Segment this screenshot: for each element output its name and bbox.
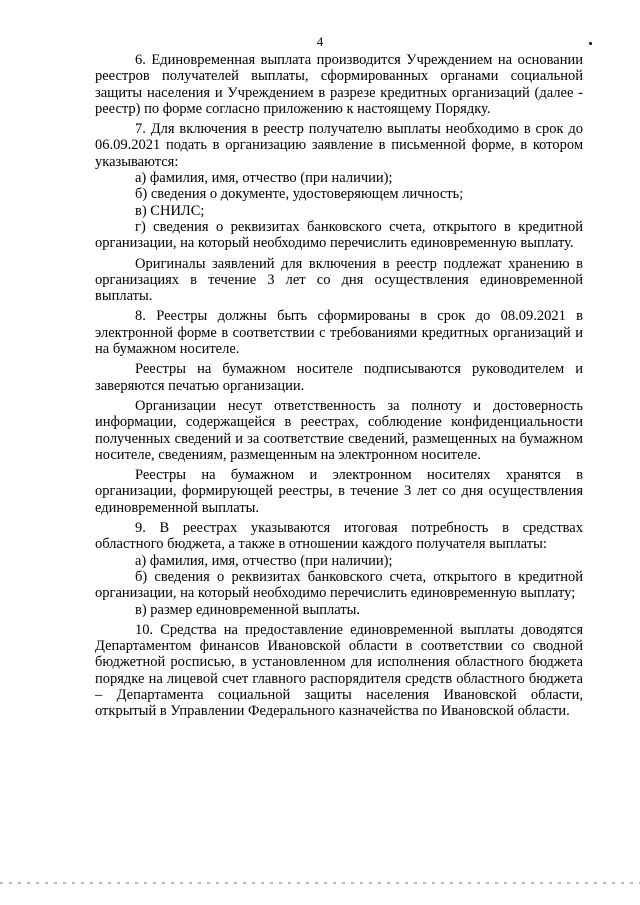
list-item-7a: а) фамилия, имя, отчество (при наличии); <box>135 170 393 187</box>
paragraph-10: 10. Средства на предоставление единовременной выплаты доводятся Департаментом финансов Ивановской области в соответствии со сводной бюджетной росписью, в установленном для исполнения областного бюджета порядке на лицевой счет главного распорядителя средств областного бюджета – Департамента социальной защиты населения Ивановской области, открытый в Управлении Федерального казначейства по Ивановской области. <box>95 621 583 720</box>
document-body <box>95 52 583 720</box>
paragraph-responsibility: Организации несут ответственность за полноту и достоверность информации, содержащейся в реестрах, соблюдение конфиденциальности полученных сведений и за соответствие сведений, размещенных на бумажном носителе, сведениям, размещенным на электронном носителе. <box>95 397 583 463</box>
list-item-7b: б) сведения о документе, удостоверяющем личность; <box>135 186 464 203</box>
list-item-7d: г) сведения о реквизитах банковского счета, открытого в кредитной организации, на который необходимо перечислить единовременную выплату. <box>95 218 583 252</box>
list-item-9c: в) размер единовременной выплаты. <box>135 601 361 618</box>
paragraph-storage: Реестры на бумажном и электронном носителях хранятся в организации, формирующей реестры, в течение 3 лет со дня осуществления единовременной выплаты. <box>95 467 583 516</box>
list-item-7c: в) СНИЛС; <box>135 202 205 219</box>
paragraph-9: 9. В реестрах указываются итоговая потребность в средствах областного бюджета, а также в отношении каждого получателя выплаты: <box>95 520 583 553</box>
paragraph-7: 7. Для включения в реестр получателю выплаты необходимо в срок до 06.09.2021 подать в организацию заявление в письменной форме, в котором указываются: <box>95 121 583 170</box>
paragraph-8: 8. Реестры должны быть сформированы в срок до 08.09.2021 в электронной форме в соответствии с требованиями кредитных организаций и на бумажном носителе. <box>95 308 583 358</box>
paragraph-originals: Оригиналы заявлений для включения в реестр подлежат хранению в организациях в течение 3 лет со дня осуществления единовременной выплаты. <box>95 255 583 305</box>
scan-edge-line <box>0 882 640 884</box>
page-number: 4 <box>316 34 324 49</box>
paragraph-6: 6. Единовременная выплата производится Учреждением на основании реестров получателей выплаты, сформированных органами социальной защиты населения и Учреждением в разрезе кредитных организаций (далее - реестр) по форме согласно приложению к настоящему Порядку. <box>95 52 583 117</box>
list-item-9a: а) фамилия, имя, отчество (при наличии); <box>135 552 393 569</box>
scan-mark <box>589 42 592 45</box>
paragraph-paper-registers: Реестры на бумажном носителе подписываются руководителем и заверяются печатью организации. <box>95 361 583 394</box>
list-item-9b: б) сведения о реквизитах банковского счета, открытого в кредитной организации, на который необходимо перечислить единовременную выплату; <box>95 568 583 602</box>
